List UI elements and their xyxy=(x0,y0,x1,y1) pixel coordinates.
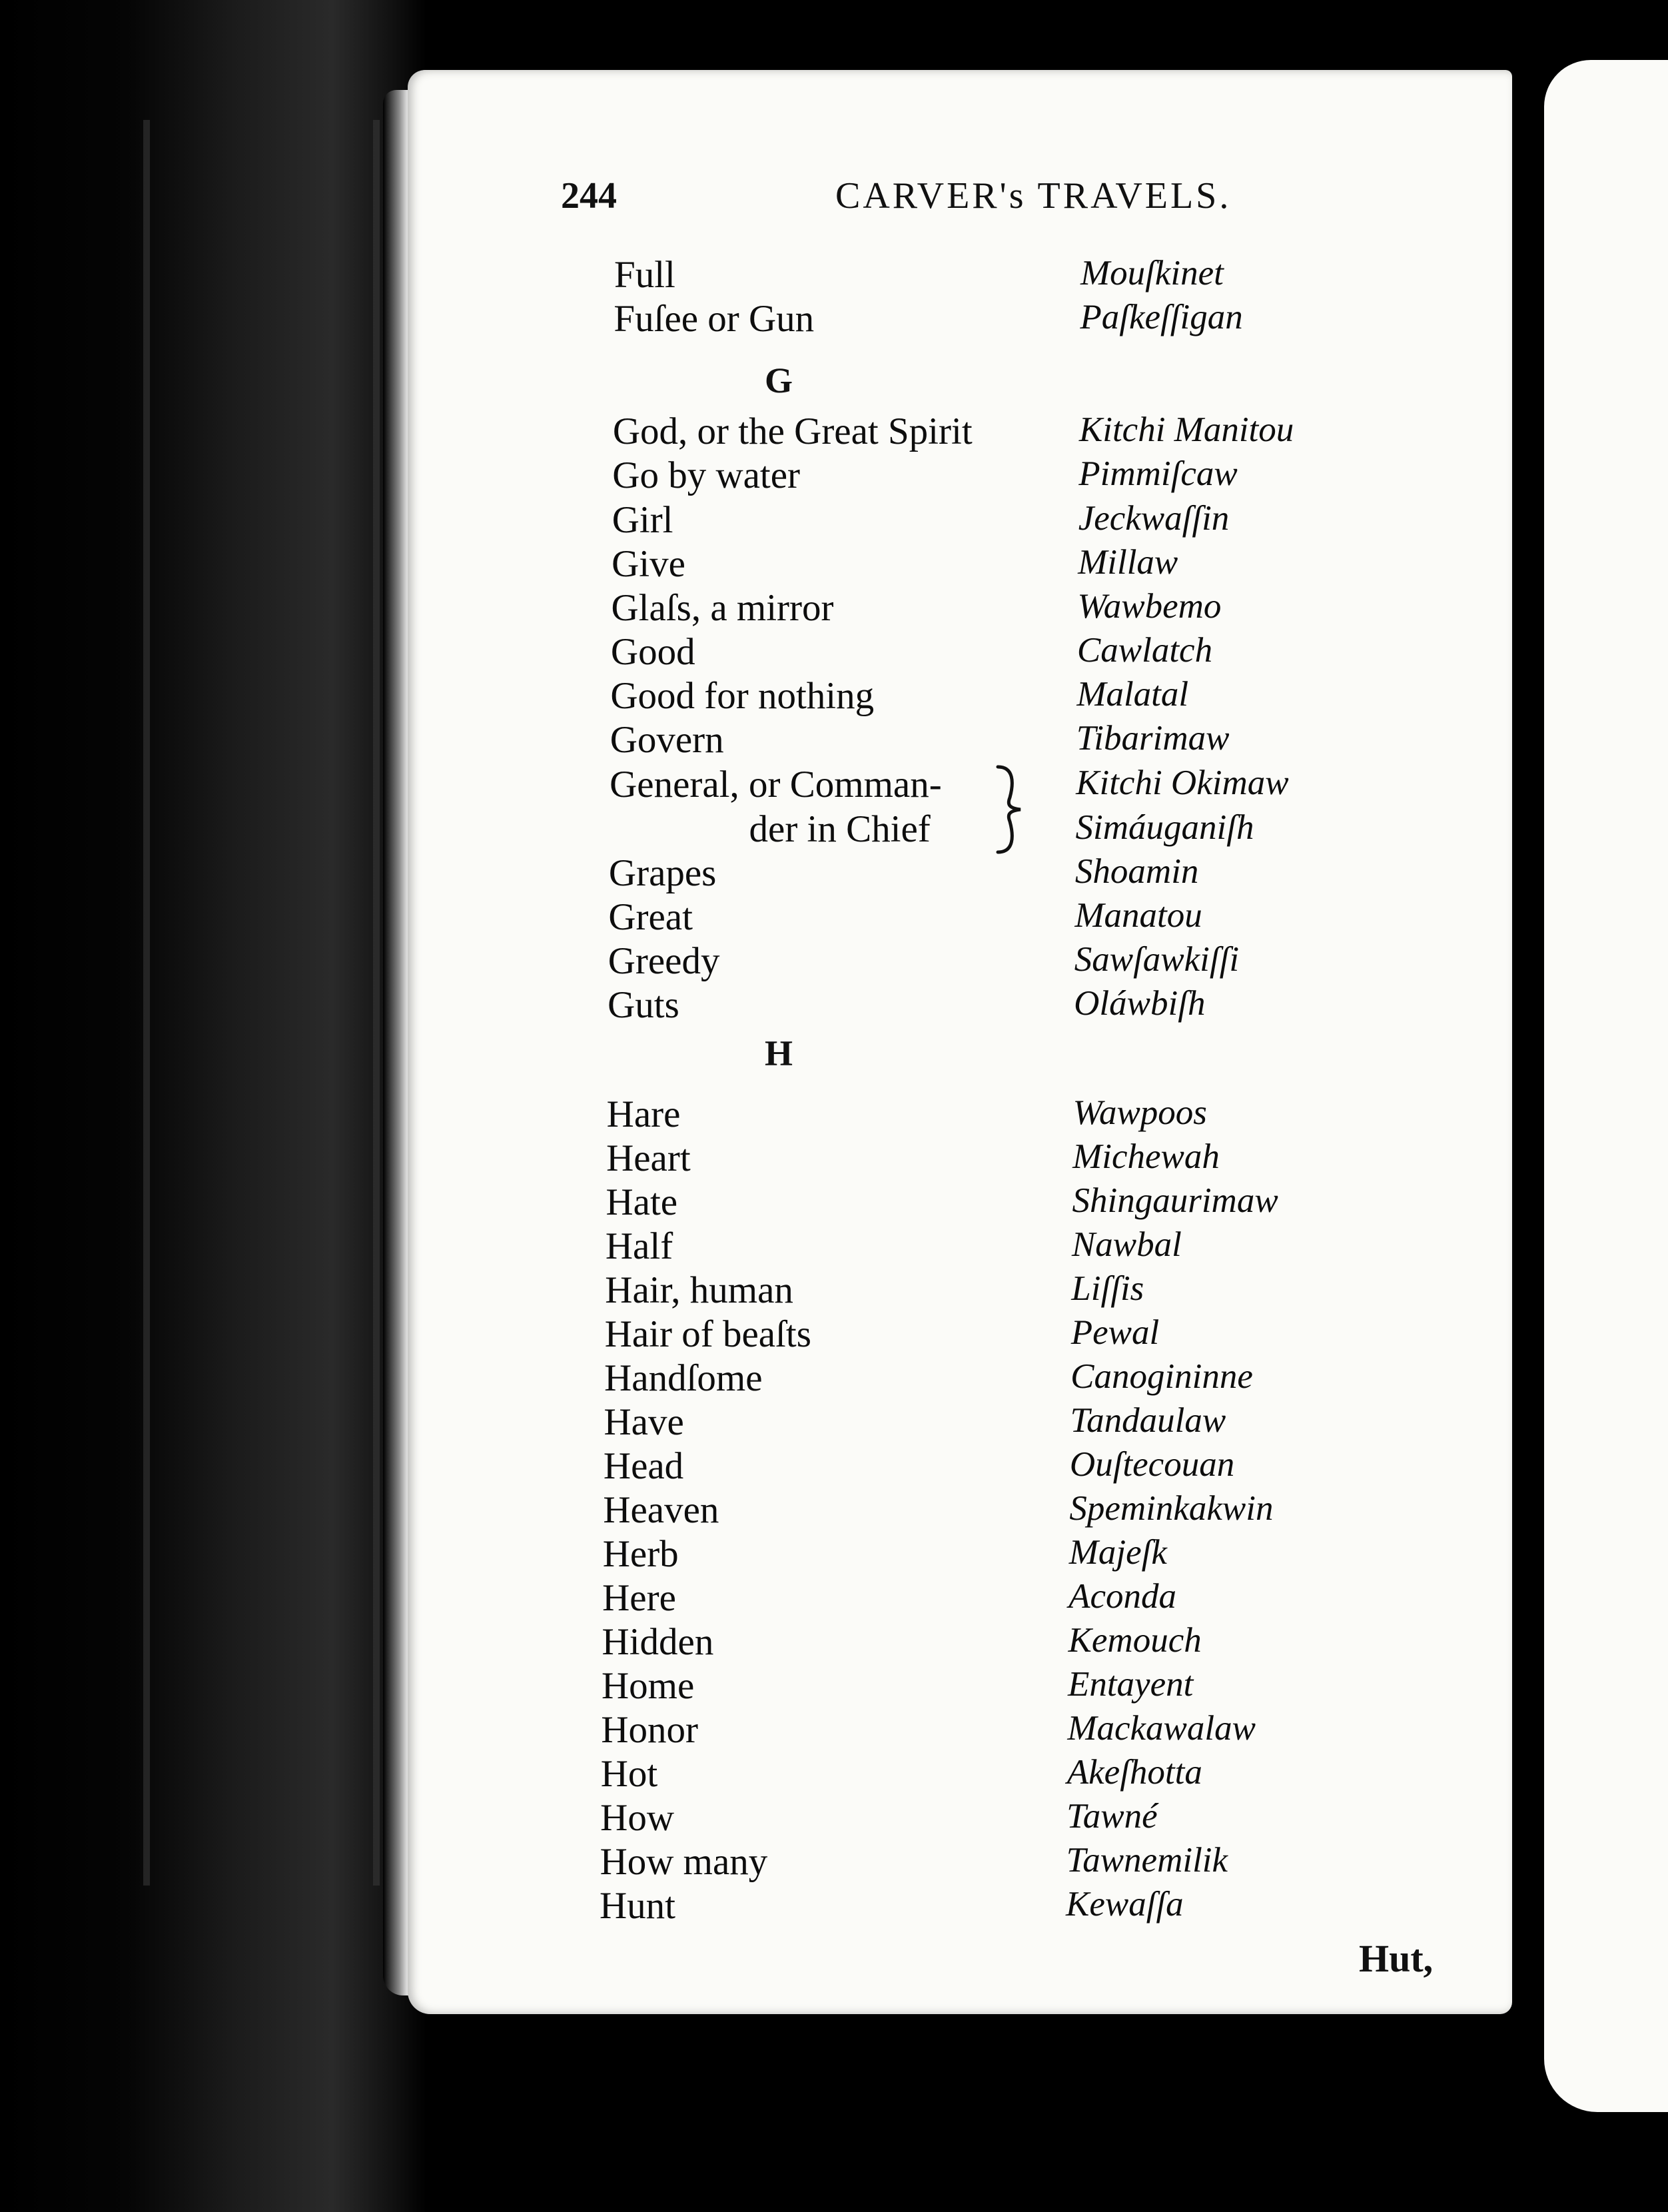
indian-word: Kemouch xyxy=(1068,1621,1202,1660)
vocabulary-entry xyxy=(0,1225,1668,1269)
indian-word: Manatou xyxy=(1074,896,1202,935)
english-word: Here xyxy=(602,1577,676,1619)
english-word: Full xyxy=(614,254,675,296)
english-word: Great xyxy=(608,896,693,938)
vocabulary-entry xyxy=(0,454,1668,498)
indian-word: Tandaulaw xyxy=(1070,1401,1226,1440)
vocabulary-entry xyxy=(0,586,1668,630)
indian-word: Paſkeſſigan xyxy=(1080,298,1243,336)
english-word: Hair of beaſts xyxy=(604,1313,811,1355)
indian-word: Aconda xyxy=(1068,1577,1177,1616)
english-word: Heaven xyxy=(603,1489,719,1531)
english-word: Good xyxy=(610,631,695,673)
brace-mark xyxy=(994,763,1025,856)
vocabulary-entry xyxy=(0,1532,1668,1576)
indian-word: Tawnemilik xyxy=(1066,1841,1228,1880)
section-letter-heading: G xyxy=(765,360,793,400)
vocabulary-entry xyxy=(0,1752,1668,1796)
english-word: General, or Comman- xyxy=(610,764,942,806)
indian-word: Simáuganiſh xyxy=(1075,808,1254,847)
vocabulary-entry xyxy=(0,939,1668,983)
indian-word: Entayent xyxy=(1067,1665,1194,1704)
vocabulary-entry xyxy=(0,1093,1668,1137)
indian-word: Millaw xyxy=(1078,543,1178,582)
english-word: Honor xyxy=(601,1709,699,1751)
english-word: Hunt xyxy=(600,1885,675,1927)
english-word: Greedy xyxy=(608,940,720,982)
english-word: Fuſee or Gun xyxy=(614,298,815,340)
indian-word: Jeckwaſſin xyxy=(1078,499,1230,538)
vocabulary-entry xyxy=(0,1664,1668,1708)
vocabulary-entry xyxy=(0,1840,1668,1884)
indian-word: Kewaſſa xyxy=(1066,1885,1184,1924)
indian-word: Majeſk xyxy=(1068,1533,1167,1572)
english-word: Govern xyxy=(610,719,724,761)
english-word: Girl xyxy=(612,499,673,541)
indian-word: Speminkakwin xyxy=(1069,1489,1274,1528)
vocabulary-entry xyxy=(0,542,1668,586)
vocabulary-entry xyxy=(0,983,1668,1027)
vocabulary-entry xyxy=(0,1137,1668,1181)
english-word: Glaſs, a mirror xyxy=(611,587,834,629)
english-word: Grapes xyxy=(608,852,717,894)
vocabulary-entry xyxy=(0,851,1668,895)
english-word: Give xyxy=(612,543,685,585)
english-word: Hot xyxy=(600,1753,658,1795)
english-word: Hare xyxy=(606,1093,681,1135)
vocabulary-entry xyxy=(0,718,1668,762)
indian-word: Shoamin xyxy=(1074,852,1199,891)
vocabulary-entry xyxy=(0,1576,1668,1620)
vocabulary-entry xyxy=(0,1488,1668,1532)
indian-word: Michewah xyxy=(1072,1137,1220,1176)
vocabulary-entry xyxy=(0,674,1668,718)
indian-word: Kitchi Manitou xyxy=(1078,410,1294,449)
english-word: Guts xyxy=(608,984,679,1026)
vocabulary-entry xyxy=(0,1796,1668,1840)
english-word: Home xyxy=(601,1665,695,1707)
english-word: Herb xyxy=(602,1533,679,1575)
vocabulary-entry xyxy=(0,1313,1668,1357)
section-letter-heading: H xyxy=(765,1033,793,1073)
vocabulary-entry xyxy=(0,1269,1668,1313)
english-word: Hate xyxy=(606,1181,678,1223)
vocabulary-entry xyxy=(0,498,1668,542)
vocabulary-entry xyxy=(0,1357,1668,1400)
vocabulary-entry xyxy=(0,1884,1668,1928)
vocabulary-entry xyxy=(0,808,1668,851)
indian-word: Wawpoos xyxy=(1072,1093,1207,1132)
english-word: Head xyxy=(603,1445,684,1487)
indian-word: Pewal xyxy=(1070,1313,1160,1352)
indian-word: Oláwbiſh xyxy=(1074,984,1206,1023)
vocabulary-entry xyxy=(0,1181,1668,1225)
page-number: 244 xyxy=(561,175,617,217)
vocabulary-entry xyxy=(0,1400,1668,1444)
indian-word: Tibarimaw xyxy=(1076,719,1230,758)
vocabulary-entry xyxy=(0,630,1668,674)
indian-word: Pimmiſcaw xyxy=(1078,454,1238,493)
indian-word: Shingaurimaw xyxy=(1072,1181,1278,1220)
english-word: Go by water xyxy=(612,454,801,496)
indian-word: Malatal xyxy=(1076,675,1189,714)
indian-word: Mouſkinet xyxy=(1080,254,1224,292)
indian-word: Mackawalaw xyxy=(1067,1709,1256,1748)
indian-word: Tawné xyxy=(1066,1797,1158,1836)
vocabulary-entry xyxy=(0,1708,1668,1752)
catchword: Hut, xyxy=(1359,1937,1434,1980)
indian-word: Cawlatch xyxy=(1076,631,1213,670)
indian-word: Liſſis xyxy=(1071,1269,1144,1308)
indian-word: Canogininne xyxy=(1070,1357,1253,1396)
running-title: CARVER's TRAVELS. xyxy=(835,175,1232,217)
english-word: Hair, human xyxy=(605,1269,793,1311)
indian-word: Nawbal xyxy=(1071,1225,1182,1264)
indian-word: Wawbemo xyxy=(1077,587,1222,626)
english-word: How xyxy=(600,1797,674,1839)
english-word: How many xyxy=(600,1841,768,1883)
english-word: God, or the Great Spirit xyxy=(612,410,973,452)
vocabulary-entry xyxy=(0,1444,1668,1488)
indian-word: Akeſhotta xyxy=(1066,1753,1202,1792)
english-word: Handſome xyxy=(604,1357,763,1399)
vocabulary-entry xyxy=(0,763,1668,807)
english-word: Have xyxy=(604,1401,684,1443)
indian-word: Kitchi Okimaw xyxy=(1076,764,1289,802)
english-word: der in Chief xyxy=(749,808,931,850)
english-word: Hidden xyxy=(602,1621,714,1663)
vocabulary-entry xyxy=(0,297,1668,341)
vocabulary-entry xyxy=(0,1620,1668,1664)
vocabulary-entry xyxy=(0,895,1668,939)
vocabulary-entry xyxy=(0,410,1668,454)
english-word: Heart xyxy=(606,1137,691,1179)
english-word: Half xyxy=(605,1225,673,1267)
indian-word: Ouſtecouan xyxy=(1069,1445,1235,1484)
indian-word: Sawſawkiſſi xyxy=(1074,940,1240,979)
vocabulary-entry xyxy=(0,253,1668,297)
english-word: Good for nothing xyxy=(610,675,875,717)
